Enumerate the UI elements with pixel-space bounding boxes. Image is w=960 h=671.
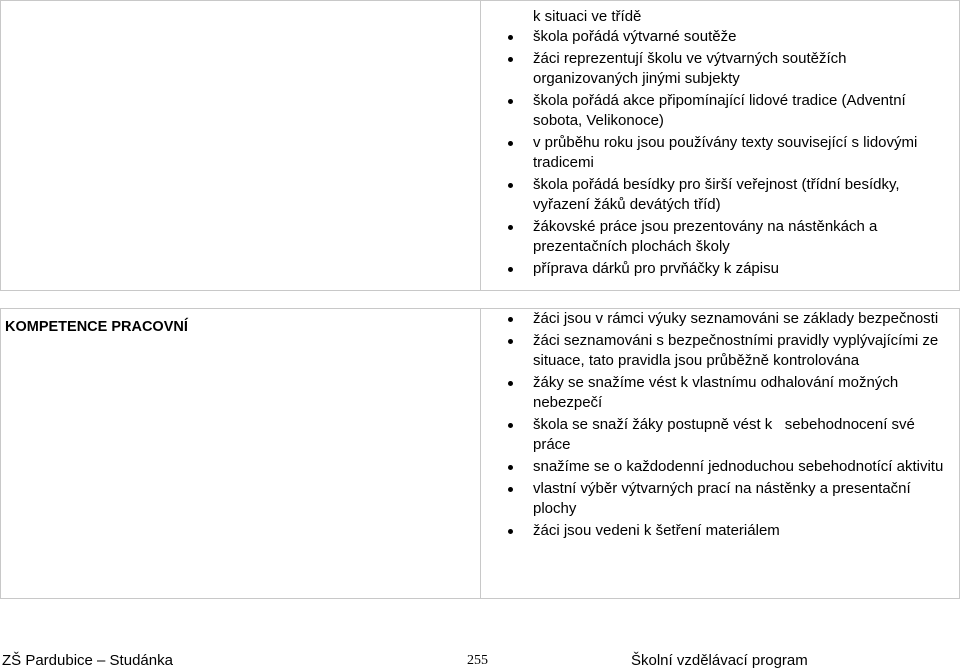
list-item <box>481 479 959 519</box>
section-label: KOMPETENCE PRACOVNÍ <box>5 319 188 335</box>
list-item-text: škola pořádá akce připomínající lidové tradice (Adventní sobota, Velikonoce) <box>533 92 906 129</box>
list-item-text: žáci seznamováni s bezpečnostními pravidly vyplývajícími ze situace, tato pravidla jsou průběžně kontrolována <box>533 332 939 369</box>
list-item <box>481 49 959 89</box>
list-item-text: škola pořádá besídky pro širší veřejnost (třídní besídky, vyřazení žáků devátých tříd) <box>533 176 900 213</box>
bottom-bullet-list <box>481 309 959 541</box>
list-item <box>481 27 959 47</box>
bullet-icon <box>508 529 513 534</box>
list-item-text: žákovské práce jsou prezentovány na nástěnkách a prezentačních plochách školy <box>533 218 878 255</box>
bullet-icon <box>508 339 513 344</box>
top-bullet-list <box>481 27 959 279</box>
bullet-icon <box>508 183 513 188</box>
list-item <box>481 331 959 371</box>
top-right-cell <box>481 1 960 291</box>
list-item <box>481 133 959 173</box>
footer-page-number: 255 <box>467 653 488 668</box>
list-item <box>481 373 959 413</box>
bullet-icon <box>508 225 513 230</box>
list-item <box>481 91 959 131</box>
list-item-text: žáci reprezentují školu ve výtvarných soutěžích organizovaných jinými subjekty <box>533 50 847 87</box>
list-item <box>481 309 959 329</box>
table-row-bottom <box>1 309 960 599</box>
bottom-right-cell <box>481 309 960 599</box>
bullet-icon <box>508 381 513 386</box>
footer-school: ZŠ Pardubice – Studánka <box>2 652 173 669</box>
gap-left-cell <box>1 291 481 309</box>
list-item <box>481 457 959 477</box>
list-item <box>481 415 959 455</box>
table-row-gap <box>1 291 960 309</box>
list-item <box>481 175 959 215</box>
list-item <box>481 521 959 541</box>
top-left-cell <box>1 1 481 291</box>
list-item-text: snažíme se o každodenní jednoduchou sebehodnotící aktivitu <box>533 458 944 475</box>
list-item-text: žáky se snažíme vést k vlastnímu odhalování možných nebezpečí <box>533 374 899 411</box>
list-item-text: příprava dárků pro prvňáčky k zápisu <box>533 260 779 277</box>
list-item-text: žáci jsou v rámci výuky seznamováni se základy bezpečnosti <box>533 310 939 327</box>
list-item-text: v průběhu roku jsou používány texty související s lidovými tradicemi <box>533 134 918 171</box>
bullet-icon <box>508 423 513 428</box>
page-footer <box>0 650 960 671</box>
bottom-left-cell <box>1 309 481 599</box>
intro-text: k situaci ve třídě <box>533 8 642 25</box>
bullet-icon <box>508 57 513 62</box>
bullet-icon <box>508 465 513 470</box>
bullet-icon <box>508 141 513 146</box>
list-item <box>481 217 959 257</box>
bullet-icon <box>508 35 513 40</box>
list-item-text: škola se snaží žáky postupně vést k sebehodnocení své práce <box>533 416 920 453</box>
list-item <box>481 259 959 279</box>
list-item-text: vlastní výběr výtvarných prací na nástěnky a presentační plochy <box>533 480 911 517</box>
table-row-top <box>1 1 960 291</box>
bullet-icon <box>508 99 513 104</box>
list-item-text: škola pořádá výtvarné soutěže <box>533 28 737 45</box>
bullet-icon <box>508 487 513 492</box>
list-item-text: žáci jsou vedeni k šetření materiálem <box>533 522 780 539</box>
gap-right-cell <box>481 291 960 309</box>
bullet-icon <box>508 317 513 322</box>
bullet-icon <box>508 267 513 272</box>
footer-program: Školní vzdělávací program <box>631 652 808 669</box>
